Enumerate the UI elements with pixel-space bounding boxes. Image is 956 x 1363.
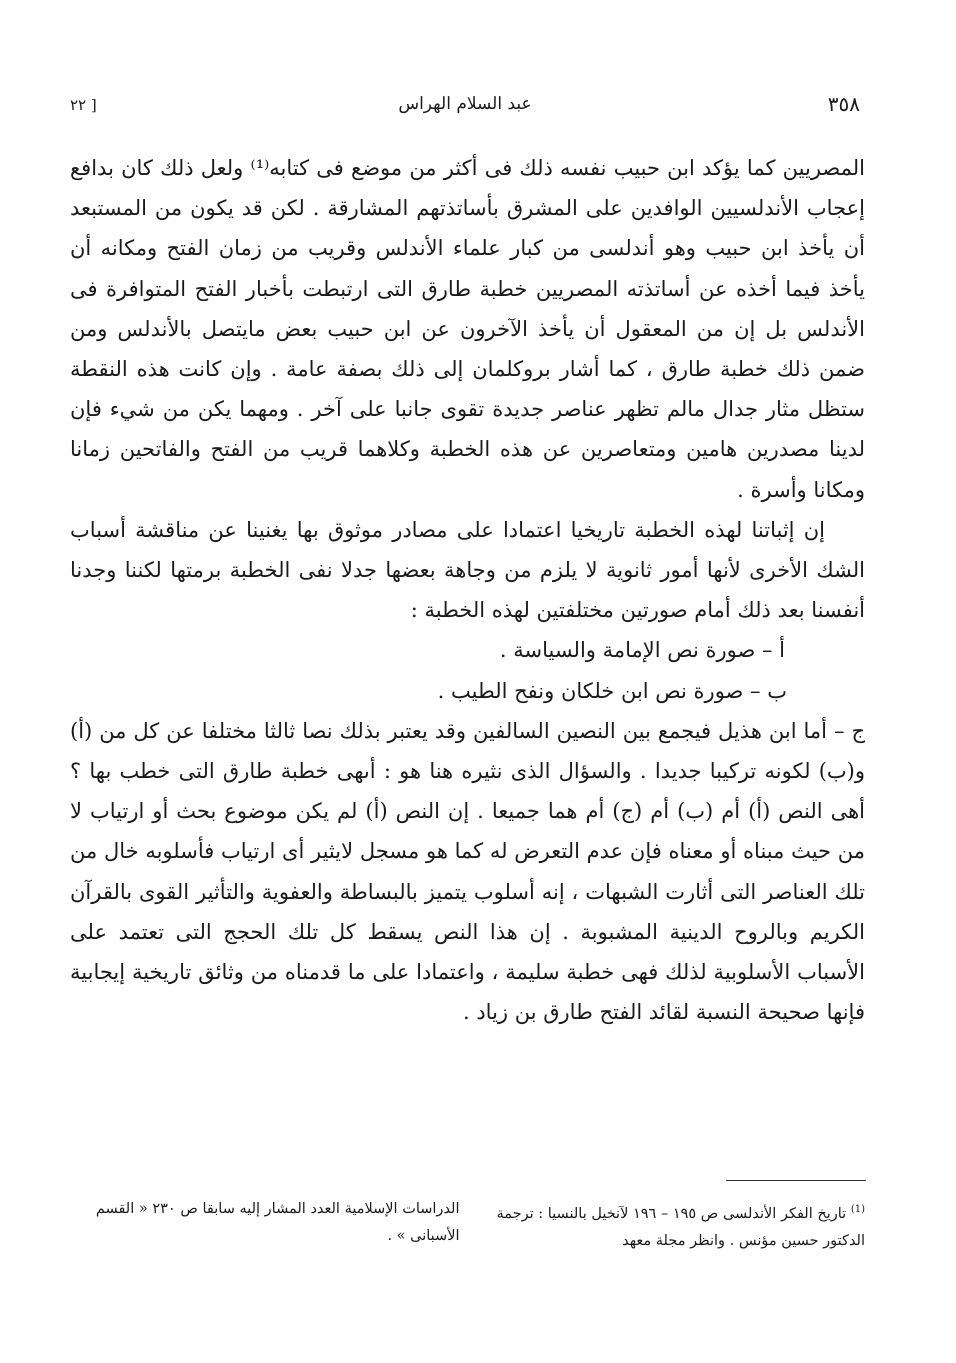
list-item-b: ب – صورة نص ابن خلكان ونفح الطيب . xyxy=(437,678,787,703)
list-item-a: أ – صورة نص الإمامة والسياسة . xyxy=(499,638,785,663)
page-number: ٣٥٨ xyxy=(827,92,860,116)
running-title: عبد السلام الهراس xyxy=(398,94,532,114)
footnote-text-left: الدراسات الإسلامية العدد المشار إليه سابقا ص ٢٣٠ « القسم الأسبانى » . xyxy=(95,1201,460,1244)
footnotes xyxy=(78,1196,865,1255)
footnote-divider xyxy=(726,1180,866,1181)
paragraph-3: ج – أما ابن هذيل فيجمع بين النصين السالفين وقد يعتبر بذلك نصا ثالثا مختلفا عن كل من (أ) و(ب) لكونه تركيبا جديدا . والسؤال الذى نثيره هنا هو : أىهى خطبة طارق التى خطب بها ؟ أهى النص (أ) أم (ب) أم (ج) أم هما جميعا . إن النص (أ) لم يكن موضوع بحث أو ارتياب لا من حيث مبناه أو معناه فإن عدم التعرض له كما هو مسجل لايثير أى ارتياب فأسلوبه خال من تلك العناصر التى أثارت الشبهات ، إنه أسلوب يتميز بالبساطة والعفوية والتأثير القوى بالقرآن الكريم وبالروح الدينية المشبوبة . إن هذا النص يسقط كل تلك الحجج التى تعتمد على الأسباب الأسلوبية لذلك فهى خطبة سليمة ، واعتمادا على ما قدمناه من وثائق تاريخية إيجابية فإنها صحيحة النسبة لقائد الفتح طارق بن زياد . xyxy=(70,718,865,1025)
footnote-marker: (1) xyxy=(850,1204,865,1215)
footnote-column-left xyxy=(78,1196,460,1255)
footnote-text-right: تاريخ الفكر الأندلسى ص ١٩٥ – ١٩٦ لآنخيل بالنسيا : ترجمة الدكتور حسين مؤنس . وانظر مجلة معهد xyxy=(496,1205,865,1249)
page-header xyxy=(70,92,860,122)
issue-marker: [ ٢٢ xyxy=(70,96,97,114)
paragraph-1: المصريين كما يؤكد ابن حبيب نفسه ذلك فى أكثر من موضع فى كتابه⁽¹⁾ ولعل ذلك كان بدافع إعجاب الأندلسيين الوافدين على المشرق بأساتذتهم المشارقة . لكن قد يكون من المستبعد أن يأخذ ابن حبيب وهو أندلسى من كبار علماء الأندلس وقريب من زمان الفتح ومكانه أن يأخذ فيما أخذه عن أساتذته المصريين خطبة طارق التى ارتبطت بأخبار الفتح المتوافرة فى الأندلس بل إن من المعقول أن يأخذ الآخرون عن ابن حبيب بعض مايتصل بالأندلس ومن ضمن ذلك خطبة طارق ، كما أشار بروكلمان إلى ذلك بصفة عامة . وإن كانت هذه النقطة ستظل مثار جدال مالم تظهر عناصر جديدة تقوى جانبا على آخر . ومهما يكن من شيء فإن لدينا مصدرين هامين ومتعاصرين عن هذه الخطبة وكلاهما قريب من الفتح والفاتحين زمانا ومكانا وأسرة . xyxy=(70,156,866,502)
footnote-column-right xyxy=(484,1196,866,1255)
paragraph-2: إن إثباتنا لهذه الخطبة تاريخيا اعتمادا على مصادر موثوق بها يغنينا عن مناقشة أسباب الشك الأخرى لأنها أمور ثانوية لا يلزم من وجاهة بعضها جدلا نفى الخطبة برمتها لكننا وجدنا أنفسنا بعد ذلك أمام صورتين مختلفتين لهذه الخطبة : xyxy=(70,517,865,623)
body-text xyxy=(70,148,865,1032)
